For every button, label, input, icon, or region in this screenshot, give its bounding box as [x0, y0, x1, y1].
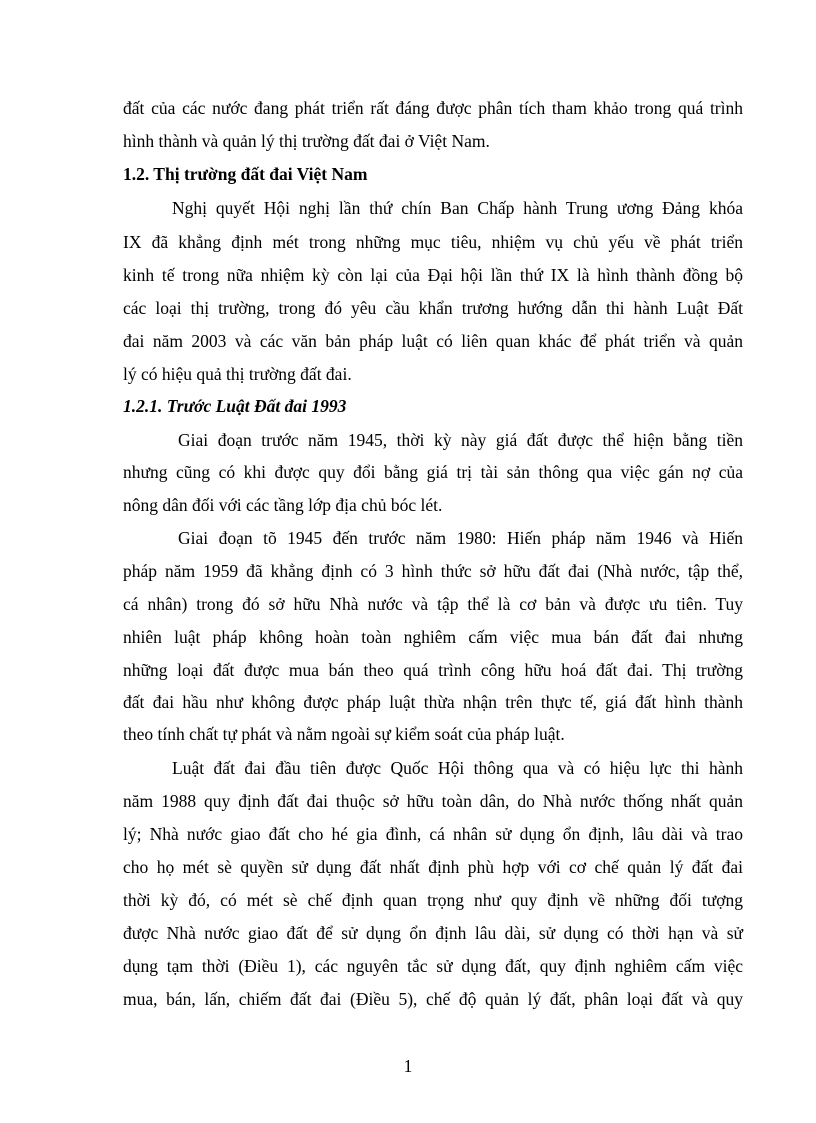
paragraph-line: dụng tạm thời (Điều 1), các nguyên tắc sử dụng đất, quy định nghiêm cấm việc — [123, 956, 743, 976]
paragraph-line: Giai đoạn trước năm 1945, thời kỳ này giá đất được thể hiện bằng tiền — [178, 430, 743, 450]
paragraph-line: những loại đất được mua bán theo quá trình công hữu hoá đất đai. Thị trường — [123, 660, 743, 680]
paragraph-line: các loại thị trường, trong đó yêu cầu khẩn trương hướng dẫn thi hành Luật Đất — [123, 298, 743, 318]
paragraph-line: kinh tế trong nữa nhiệm kỳ còn lại của Đại hội lần thứ IX là hình thành đồng bộ — [123, 265, 743, 285]
paragraph-line: Giai đoạn tõ 1945 đến trước năm 1980: Hiến pháp năm 1946 và Hiến — [178, 528, 743, 548]
paragraph-line: đai năm 2003 và các văn bản pháp luật có liên quan khác để phát triển và quản — [123, 331, 743, 351]
page-number: 1 — [403, 1056, 413, 1076]
paragraph-line: lý; Nhà nước giao đất cho hé gia đình, cá nhân sử dụng ổn định, lâu dài và trao — [123, 824, 743, 844]
paragraph-line: hình thành và quản lý thị trường đất đai ở Việt Nam. — [123, 131, 490, 151]
paragraph-line: đất của các nước đang phát triển rất đáng được phân tích tham khảo trong quá trình — [123, 98, 743, 118]
paragraph-line: IX đã khẳng định mét trong những mục tiêu, nhiệm vụ chủ yếu về phát triển — [123, 232, 743, 252]
paragraph-line: đất đai hầu như không được pháp luật thừa nhận trên thực tế, giá đất hình thành — [123, 692, 743, 712]
section-heading: 1.2. Thị trường đất đai Việt Nam — [123, 164, 368, 184]
paragraph-line: Nghị quyết Hội nghị lần thứ chín Ban Chấp hành Trung ương Đảng khóa — [172, 198, 743, 218]
paragraph-line: theo tính chất tự phát và nằm ngoài sự kiểm soát của pháp luật. — [123, 724, 565, 744]
paragraph-line: nhiên luật pháp không hoàn toàn nghiêm cấm việc mua bán đất đai nhưng — [123, 627, 743, 647]
paragraph-line: được Nhà nước giao đất để sử dụng ổn định lâu dài, sử dụng có thời hạn và sử — [123, 923, 743, 943]
paragraph-line: Luật đất đai đầu tiên được Quốc Hội thông qua và có hiệu lực thi hành — [172, 758, 743, 778]
subsection-heading: 1.2.1. Trước Luật Đất đai 1993 — [123, 396, 347, 416]
paragraph-line: pháp năm 1959 đã khẳng định có 3 hình thức sở hữu đất đai (Nhà nước, tập thể, — [123, 561, 743, 581]
paragraph-line: lý có hiệu quả thị trường đất đai. — [123, 364, 352, 384]
paragraph-line: năm 1988 quy định đất đai thuộc sở hữu toàn dân, do Nhà nước thống nhất quản — [123, 791, 743, 811]
paragraph-line: cho họ mét sè quyền sử dụng đất nhất định phù hợp với cơ chế quản lý đất đai — [123, 857, 743, 877]
paragraph-line: nhưng cũng có khi được quy đổi bằng giá trị tài sản thông qua việc gán nợ của — [123, 462, 743, 482]
paragraph-line: cá nhân) trong đó sở hữu Nhà nước và tập thể là cơ bản và được ưu tiên. Tuy — [123, 594, 743, 614]
paragraph-line: nông dân đối với các tầng lớp địa chủ bóc lét. — [123, 495, 443, 515]
paragraph-line: mua, bán, lấn, chiếm đất đai (Điều 5), chế độ quản lý đất, phân loại đất và quy — [123, 989, 743, 1009]
paragraph-line: thời kỳ đó, có mét sè chế định quan trọng như quy định về những đối tượng — [123, 890, 743, 910]
